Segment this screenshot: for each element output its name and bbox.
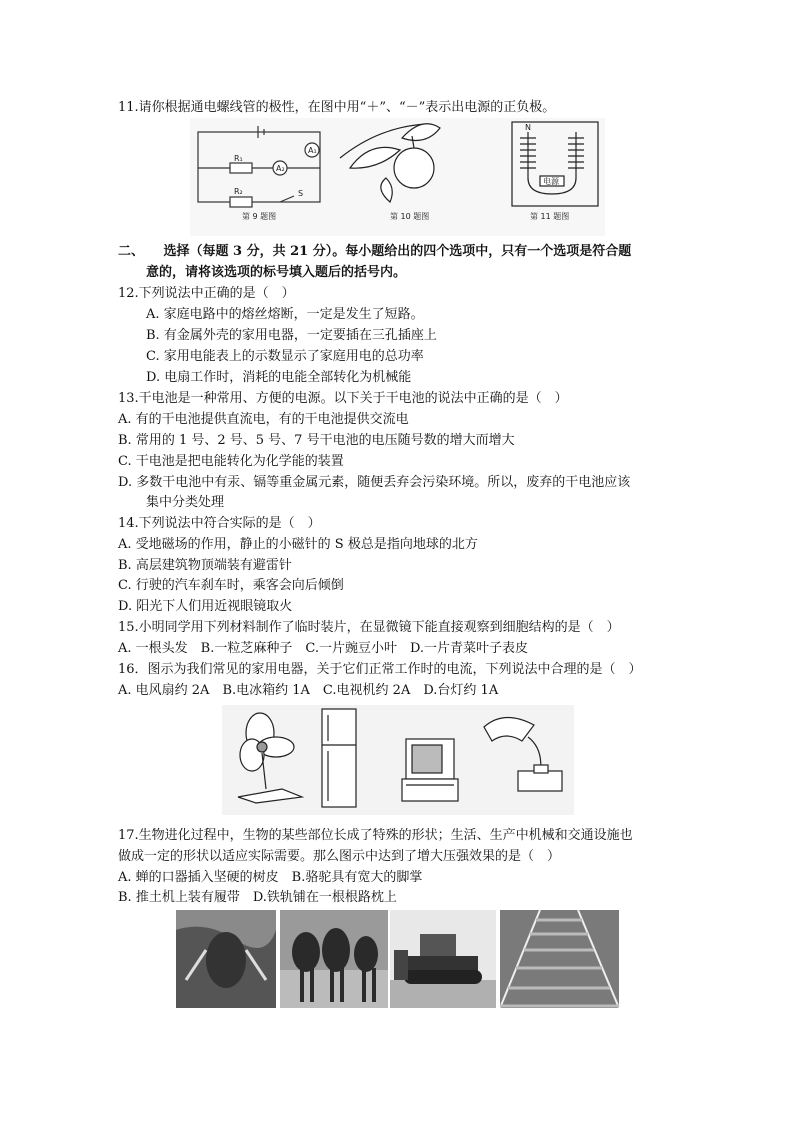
fig10-caption: 第 10 题图 [390,212,430,221]
q12-option-a: A. 家庭电路中的熔丝熔断，一定是发生了短路。 [146,307,424,322]
section2-heading: 二、 选择（每题 3 分，共 21 分）。每小题给出的四个选项中，只有一个选项是符合题 [118,244,632,259]
section2-heading-cont: 意的，请将该选项的标号填入题后的括号内。 [146,265,407,280]
a1-label: A₁ [308,146,317,155]
switch-label: S [298,189,304,198]
q13-option-d: D. 多数干电池中有汞、镉等重金属元素，随便丢弃会污染环境。所以，废弃的干电池应该 [118,475,631,490]
figure-strip-q9-q11 [190,118,605,236]
q12-option-d: D. 电扇工作时，消耗的电能全部转化为机械能 [146,370,412,385]
q14-option-b: B. 高层建筑物顶端装有避雷针 [118,558,292,573]
television-icon [402,739,458,801]
q17-options-line2: B. 推土机上装有履带 D.铁轨铺在一根根路枕上 [118,890,397,905]
q15-stem: 15.小明同学用下列材料制作了临时装片，在显微镜下能直接观察到细胞结构的是（ ） [118,620,620,635]
railway-track-photo [500,910,619,1008]
q17-stem-line1: 17.生物进化过程中，生物的某些部位长成了特殊的形状；生活、生产中机械和交通设施也 [118,828,633,843]
q13-option-b: B. 常用的 1 号、2 号、5 号、7 号干电池的电压随号数的增大而增大 [118,433,515,448]
q17-options-line1: A. 蝉的口器插入坚硬的树皮 B.骆驼具有宽大的脚掌 [118,870,423,885]
q16-options: A. 电风扇约 2A B.电冰箱约 1A C.电视机约 2A D.台灯约 1A [118,683,499,698]
r1-label: R₁ [234,154,243,163]
q14-option-c: C. 行驶的汽车刹车时，乘客会向后倾倒 [118,578,344,593]
q11-text: 11.请你根据通电螺线管的极性，在图中用“＋”、“－”表示出电源的正负极。 [118,100,556,115]
n-pole-label: N [525,123,531,132]
bulldozer-photo [390,910,496,1008]
refrigerator-icon [322,709,356,807]
q12-option-b: B. 有金属外壳的家用电器，一定要插在三孔插座上 [146,328,437,343]
q17-stem-line2: 做成一定的形状以适应实际需要。那么图示中达到了增大压强效果的是（ ） [118,849,561,864]
q15-options: A. 一根头发 B.一粒芝麻种子 C.一片豌豆小叶 D.一片青菜叶子表皮 [118,641,529,656]
fig11-caption: 第 11 题图 [530,212,570,221]
camel-photo [280,910,388,1008]
q14-option-d: D. 阳光下人们用近视眼镜取火 [118,599,293,614]
r2-label: R₂ [234,187,243,196]
q12-stem: 12.下列说法中正确的是（ ） [118,286,295,301]
q16-stem: 16．图示为我们常见的家用电器，关于它们正常工作时的电流，下列说法中合理的是（ ） [118,662,642,677]
a2-label: A₂ [276,164,285,173]
power-source-label: 电源 [543,177,559,186]
cicada-photo [176,910,276,1008]
q14-option-a: A. 受地磁场的作用，静止的小磁针的 S 极总是指向地球的北方 [118,537,478,552]
fig9-caption: 第 9 题图 [242,212,277,221]
q13-option-c: C. 干电池是把电能转化为化学能的装置 [118,454,344,469]
q13-stem: 13.干电池是一种常用、方便的电源。以下关于干电池的说法中正确的是（ ） [118,391,568,406]
q14-stem: 14.下列说法中符合实际的是（ ） [118,516,321,531]
q13-option-a: A. 有的干电池提供直流电，有的干电池提供交流电 [118,412,409,427]
appliances-figure [222,705,574,815]
q12-option-c: C. 家用电能表上的示数显示了家庭用电的总功率 [146,349,424,364]
q13-option-d-cont: 集中分类处理 [146,495,225,510]
